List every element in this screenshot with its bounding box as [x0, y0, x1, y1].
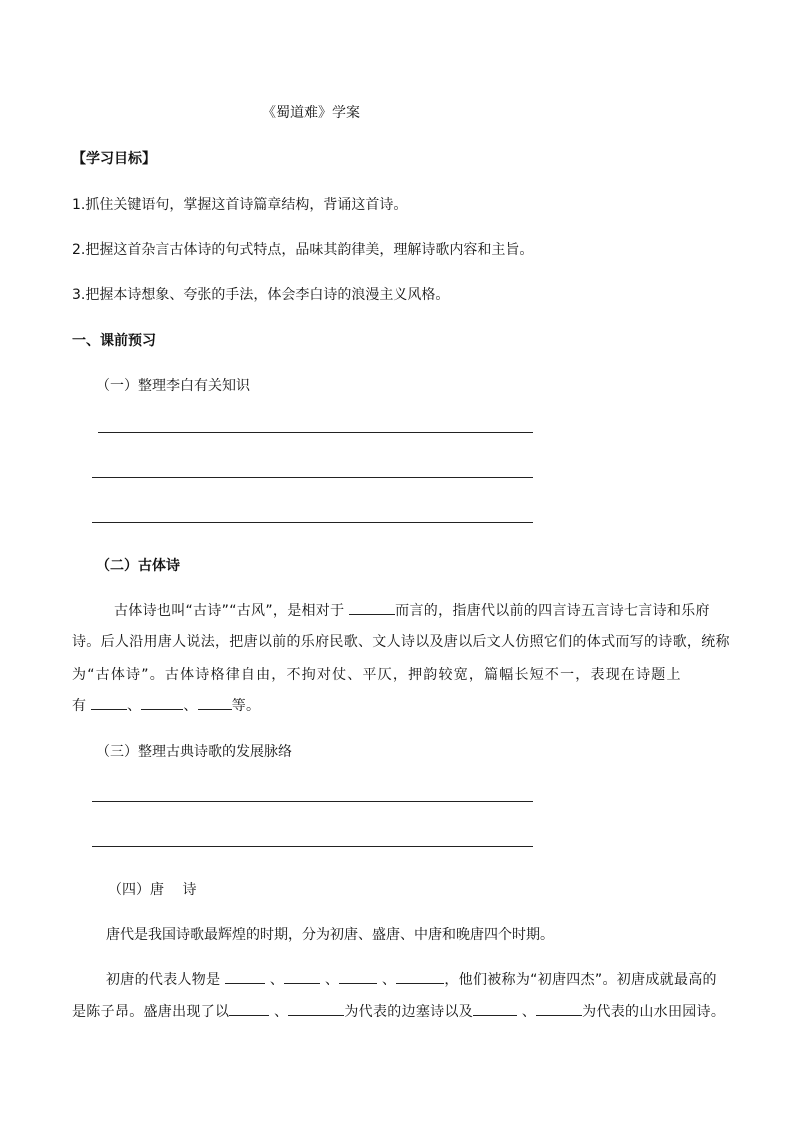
sub-heading-4: （四）唐 诗 — [108, 882, 197, 898]
paragraph-line: 为“古体诗”。古体诗格律自由，不拘对仗、平仄，押韵较宽，篇幅长短不一，表现在诗题上 — [72, 667, 682, 683]
fill-blank[interactable] — [473, 1003, 517, 1016]
paragraph-line: 诗。后人沿用唐人说法，把唐以前的乐府民歌、文人诗以及唐以后文人仿照它们的体式而写的诗歌，统称 — [72, 634, 730, 650]
sub-heading-2: （二）古体诗 — [96, 558, 180, 574]
answer-line — [98, 432, 533, 433]
paragraph-line: 有 、 、 等。 — [72, 698, 261, 714]
objectives-heading: 【学习目标】 — [72, 151, 156, 167]
fill-blank[interactable] — [225, 971, 265, 984]
paragraph-line: 古体诗也叫“古诗”“古风”，是相对于 而言的，指唐代以前的四言诗五言诗七言诗和乐府 — [114, 603, 710, 619]
section-1-heading: 一、课前预习 — [72, 333, 156, 349]
fill-blank[interactable] — [349, 602, 395, 615]
answer-line — [92, 801, 533, 802]
fill-blank[interactable] — [396, 971, 444, 984]
objective-1: 1.抓住关键语句，掌握这首诗篇章结构，背诵这首诗。 — [72, 197, 408, 213]
fill-blank[interactable] — [339, 971, 377, 984]
fill-blank[interactable] — [284, 971, 320, 984]
objective-2: 2.把握这首杂言古体诗的句式特点，品味其韵律美，理解诗歌内容和主旨。 — [72, 242, 534, 258]
fill-blank[interactable] — [229, 1003, 269, 1016]
fill-blank[interactable] — [198, 697, 232, 710]
paragraph-line: 是陈子昂。盛唐出现了以 、 为代表的边塞诗以及 、 为代表的山水田园诗。 — [72, 1004, 726, 1020]
answer-line — [92, 477, 533, 478]
fill-blank[interactable] — [288, 1003, 344, 1016]
answer-line — [92, 522, 533, 523]
objective-3: 3.把握本诗想象、夸张的手法，体会李白诗的浪漫主义风格。 — [72, 287, 450, 303]
page-title: 《蜀道难》学案 — [262, 105, 360, 121]
fill-blank[interactable] — [141, 697, 183, 710]
paragraph-line: 唐代是我国诗歌最辉煌的时期，分为初唐、盛唐、中唐和晚唐四个时期。 — [106, 927, 554, 943]
fill-blank[interactable] — [91, 697, 127, 710]
sub-heading-1: （一）整理李白有关知识 — [96, 378, 250, 394]
answer-line — [92, 846, 533, 847]
fill-blank[interactable] — [536, 1003, 582, 1016]
sub-heading-3: （三）整理古典诗歌的发展脉络 — [96, 744, 292, 760]
paragraph-line: 初唐的代表人物是 、 、 、 ，他们被称为“初唐四杰”。初唐成就最高的 — [106, 972, 717, 988]
